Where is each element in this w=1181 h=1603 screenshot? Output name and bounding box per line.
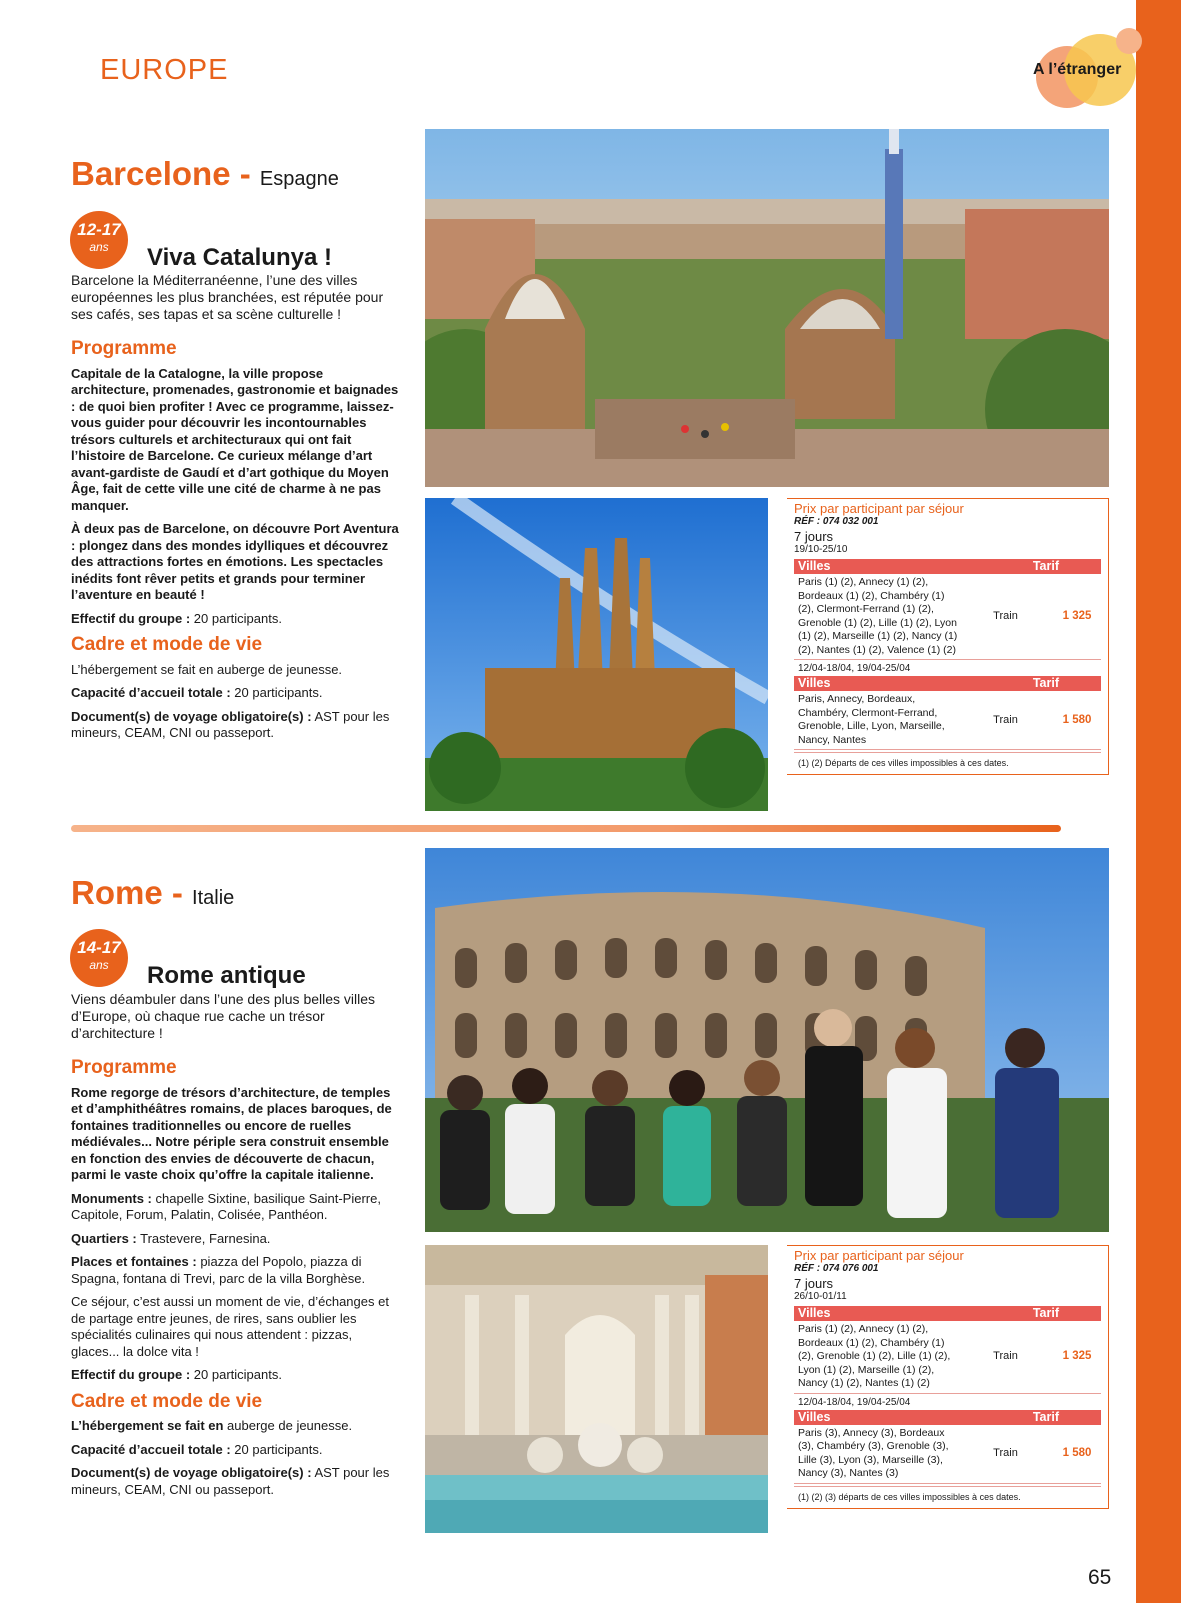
rome-hebergement-value: auberge de jeunesse. xyxy=(223,1418,353,1433)
rome-hebergement-label: L’hébergement se fait en xyxy=(71,1418,224,1433)
park-guell-photo xyxy=(425,129,1109,487)
row-tarif: 1 580 xyxy=(1062,1447,1092,1459)
row-cities: Paris (3), Annecy (3), Bordeaux (3), Chambéry (3), Grenoble (3), Lille (3), Lyon (3), Marseille (3), Nancy (3), Nantes (3) xyxy=(798,1426,949,1479)
barcelone-age-unit: ans xyxy=(89,240,109,254)
rome-quartiers-value: Trastevere, Farnesina. xyxy=(136,1230,271,1246)
row-mode: Train xyxy=(993,1350,1018,1363)
rome-quartiers-label: Quartiers : xyxy=(71,1230,137,1246)
rome-places-label: Places et fontaines : xyxy=(71,1254,197,1269)
barcelone-effectif-value: 20 participants. xyxy=(190,610,282,626)
col-villes: Villes xyxy=(798,676,831,690)
rome-text-column xyxy=(71,991,401,1505)
trevi-fountain-photo xyxy=(425,1245,768,1533)
badge-label: A l’étranger xyxy=(1033,61,1122,78)
row-mode: Train xyxy=(993,610,1018,622)
row-cities: Paris (1) (2), Annecy (1) (2), Bordeaux (1) (2), Chambéry (1) (2), Grenoble (1) (2), Lille (1) (2), Lyon (1) (2), Marseille (1) (2), Nancy (1) (2), Nantes (1) (2) xyxy=(798,1323,951,1389)
barcelone-table-row-2 xyxy=(794,691,1101,750)
barcelone-programme-p1: Capitale de la Catalogne, la ville propose architecture, promenades, gastronomie et baignades : de quoi bien profiter ! Avec ce programme, laissez-vous guider pour découvrir les incontournables trésors culturels et architecturaux qui ont fait l’histoire de Barcelone. Ce curieux mélange d’art avant-gardiste de Gaudí et d’art gothique du Moyen Âge, fait de cette ville une cité de charme à ne pas manquer. xyxy=(71,365,399,513)
col-tarif: Tarif xyxy=(1032,1306,1059,1320)
sagrada-familia-photo xyxy=(425,498,768,811)
rome-places-value: piazza del Popolo, piazza di Spagna, fontana di Trevi, parc de la villa Borghèse. xyxy=(71,1254,366,1286)
rome-price-ref: RÉF : 074 076 001 xyxy=(794,1263,879,1274)
rome-price-heading: Prix par participant par séjour xyxy=(794,1248,964,1263)
rome-monuments-label: Monuments : xyxy=(71,1190,152,1206)
barcelone-capacite-value: 20 participants. xyxy=(230,685,323,700)
rome-price-dates2: 12/04-18/04, 19/04-25/04 xyxy=(798,1396,911,1408)
rome-table-row-1 xyxy=(794,1321,1101,1394)
barcelone-price-note: (1) (2) Départs de ces villes impossibles à ces dates. xyxy=(794,752,1101,770)
col-tarif: Tarif xyxy=(1032,1409,1059,1424)
rome-documents-value: AST pour les mineurs, CEAM, CNI ou passeport. xyxy=(71,1465,390,1497)
rome-table-header-1 xyxy=(794,1306,1101,1321)
rome-effectif-label: Effectif du groupe : xyxy=(71,1367,191,1382)
row-tarif: 1 580 xyxy=(1062,713,1092,726)
rome-table-header-2 xyxy=(794,1410,1101,1425)
rome-price-note: (1) (2) (3) départs de ces villes impossibles à ces dates. xyxy=(794,1486,1101,1504)
barcelone-hebergement: L’hébergement se fait en auberge de jeunesse. xyxy=(71,661,343,677)
barcelone-country: Espagne xyxy=(259,168,339,190)
rome-hebergement xyxy=(71,1418,401,1435)
barcelone-city-title xyxy=(71,155,339,193)
rome-effectif-value: 20 participants. xyxy=(190,1367,282,1382)
rome-capacite-value: 20 participants. xyxy=(230,1441,323,1457)
rome-price-dates1: 26/10-01/11 xyxy=(794,1291,847,1302)
rome-monuments-value: chapelle Sixtine, basilique Saint-Pierre, Capitole, Forum, Palatin, Colisée, Panthéon. xyxy=(71,1190,381,1222)
barcelone-price-dates1: 19/10-25/10 xyxy=(794,544,848,555)
barcelone-effectif xyxy=(71,611,401,628)
barcelone-effectif-label: Effectif du groupe : xyxy=(71,610,191,626)
rome-city-name: Rome - xyxy=(71,874,193,911)
rome-age-range: 14-17 xyxy=(77,938,121,957)
rome-programme-p1: Rome regorge de trésors d’architecture, de temples et d’amphithéâtres romains, de places baroques, de fontaines traditionnelles ou encore de ruelles médiévales... Notre périple sera construit ensemble en fonction des envies de découverte de chacun, parmi le vaste choix qu’offre la capitale italienne. xyxy=(71,1084,392,1182)
col-villes: Villes xyxy=(798,559,831,573)
rome-capacite-label: Capacité d’accueil totale : xyxy=(71,1441,231,1457)
barcelone-documents-value: AST pour les mineurs, CEAM, CNI ou passeport. xyxy=(71,708,390,740)
row-tarif: 1 325 xyxy=(1062,1350,1092,1363)
page-number: 65 xyxy=(1088,1566,1112,1589)
col-villes: Villes xyxy=(798,1306,831,1320)
rome-cadre-heading: Cadre et mode de vie xyxy=(71,1390,263,1412)
rome-city-title xyxy=(71,874,234,912)
barcelone-price-dates2: 12/04-18/04, 19/04-25/04 xyxy=(798,663,911,674)
rome-quartiers xyxy=(71,1231,401,1248)
col-villes: Villes xyxy=(798,1409,831,1424)
barcelone-capacite-label: Capacité d’accueil totale : xyxy=(71,685,231,700)
rome-programme-heading: Programme xyxy=(71,1057,177,1078)
rome-intro: Viens déambuler dans l’une des plus belles villes d’Europe, où chaque rue cache un trésor d’architecture ! xyxy=(71,991,376,1041)
barcelone-price-duration: 7 jours xyxy=(794,529,834,544)
trevi-illustration xyxy=(425,1245,768,1533)
rome-table-row-2 xyxy=(794,1425,1101,1484)
barcelone-stay-title: Viva Catalunya ! xyxy=(147,244,332,271)
barcelone-price-table xyxy=(787,498,1109,775)
barcelone-capacite xyxy=(71,685,401,702)
row-tarif: 1 325 xyxy=(1062,610,1092,622)
barcelone-programme-p2: À deux pas de Barcelone, on découvre Port Aventura : plongez dans des mondes idylliques et découvrez des attractions fortes en émotions. Les spectacles inédits font rêver petits et grands pour terminer l’aventure en beauté ! xyxy=(71,521,399,602)
barcelone-price-heading: Prix par participant par séjour xyxy=(794,501,964,516)
rome-country: Italie xyxy=(192,887,235,909)
colosseum-group-photo xyxy=(425,848,1109,1232)
barcelone-price-ref: RÉF : 074 032 001 xyxy=(794,516,879,527)
barcelone-table-row-1 xyxy=(794,574,1101,660)
row-mode: Train xyxy=(993,1447,1018,1459)
sagrada-familia-illustration xyxy=(425,498,768,811)
barcelone-documents-label: Document(s) de voyage obligatoire(s) : xyxy=(71,708,312,724)
rome-price-table xyxy=(787,1245,1109,1509)
barcelone-age-badge xyxy=(70,211,128,269)
barcelone-text-column xyxy=(71,272,401,749)
col-tarif: Tarif xyxy=(1032,559,1059,573)
barcelone-table-header-2 xyxy=(794,676,1101,691)
badge-circle-small xyxy=(1116,28,1142,54)
rome-documents-label: Document(s) de voyage obligatoire(s) : xyxy=(71,1465,312,1480)
park-guell-illustration xyxy=(425,129,1109,487)
rome-places xyxy=(71,1254,401,1287)
row-cities: Paris, Annecy, Bordeaux, Chambéry, Clermont-Ferrand, Grenoble, Lille, Lyon, Marseille, Nancy, Nantes xyxy=(798,693,945,746)
abroad-badge xyxy=(1028,28,1138,113)
right-color-band xyxy=(1136,0,1181,1603)
rome-capacite xyxy=(71,1442,401,1459)
rome-monuments xyxy=(71,1191,401,1224)
barcelone-age-range: 12-17 xyxy=(77,220,121,239)
region-title: EUROPE xyxy=(100,54,229,86)
barcelone-table-header-1 xyxy=(794,559,1101,574)
rome-sejour-text: Ce séjour, c’est aussi un moment de vie, d’échanges et de partage entre jeunes, de rires, sans oublier les spécialités culinaires qui nous attendent : pizzas, glaces... la dolce vita ! xyxy=(71,1294,389,1359)
row-cities: Paris (1) (2), Annecy (1) (2), Bordeaux (1) (2), Chambéry (1) (2), Clermont-Ferrand (1) (2), Grenoble (1) (2), Lille (1) (2), Lyon (1) (2), Marseille (1) (2), Nancy (1) (2), Nantes (1) (2), Valence (1) (2) xyxy=(798,576,958,656)
col-tarif: Tarif xyxy=(1032,676,1059,690)
barcelone-cadre-heading: Cadre et mode de vie xyxy=(71,634,263,655)
rome-price-duration: 7 jours xyxy=(794,1276,834,1291)
barcelone-programme-heading: Programme xyxy=(71,338,177,359)
rome-age-unit: ans xyxy=(89,958,109,972)
barcelone-intro: Barcelone la Méditerranéenne, l’une des villes européennes les plus branchées, est réputée pour ses cafés, ses tapas et sa scène culturelle ! xyxy=(71,272,384,322)
rome-effectif xyxy=(71,1367,401,1384)
section-divider xyxy=(71,825,1061,832)
rome-stay-title: Rome antique xyxy=(147,962,306,989)
rome-documents xyxy=(71,1465,401,1498)
barcelone-city-name: Barcelone - xyxy=(71,155,260,192)
colosseum-illustration xyxy=(425,848,1109,1232)
barcelone-documents xyxy=(71,709,401,742)
rome-age-badge xyxy=(70,929,128,987)
row-mode: Train xyxy=(993,713,1018,726)
